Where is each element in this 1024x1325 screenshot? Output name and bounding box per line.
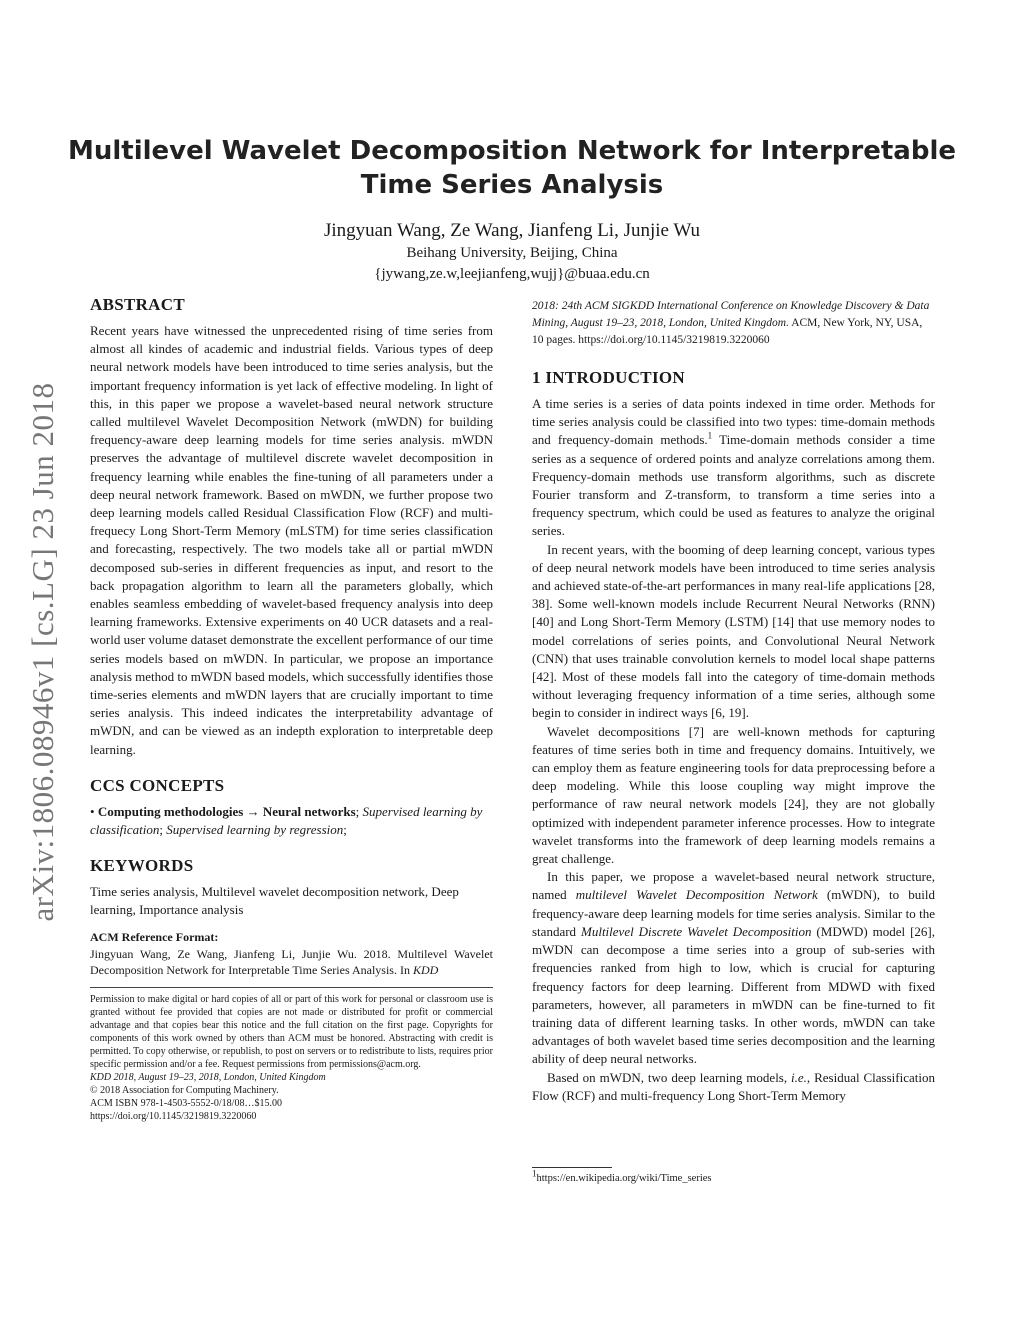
ccs-heading: CCS CONCEPTS: [90, 775, 225, 795]
ccs-concepts: • Computing methodologies → Neural networks; Supervised learning by classification; Supervised learning by regression;: [90, 803, 483, 838]
title-line-1: Multilevel Wavelet Decomposition Network for Interpretable: [67, 136, 957, 166]
introduction-heading: 1 INTRODUCTION: [532, 368, 685, 387]
footnote-ref[interactable]: 1: [707, 431, 713, 442]
authors: Jingyuan Wang, Ze Wang, Jianfeng Li, Junjie Wu: [323, 220, 701, 241]
arxiv-watermark: arXiv:1806.08946v1 [cs.LG] 23 Jun 2018: [25, 382, 60, 922]
isbn-line: ACM ISBN 978-1-4503-5552-0/18/08…$15.00: [90, 1097, 282, 1109]
keywords-heading: KEYWORDS: [90, 856, 194, 876]
paper-title: [60, 134, 964, 202]
abstract-heading: ABSTRACT: [90, 295, 185, 314]
ccs-concept-1: Supervised learning by classification: [90, 803, 483, 838]
acm-ref-continuation: 2018: 24th ACM SIGKDD International Conference on Knowledge Discovery & Data Mining, August 19–23, 2018, London, United Kingdom. ACM, New York, NY, USA, 10 pages. https://doi.org/10.1145/3219819.3220060: [532, 300, 930, 346]
intro-paragraph-5: Based on mWDN, two deep learning models, i.e., Residual Classification Flow (RCF) and multi-frequency Long Short-Term Memory: [532, 1069, 935, 1103]
ccs-bullet: •: [90, 803, 95, 819]
intro-paragraph-3: Wavelet decompositions [7] are well-known methods for capturing features of time series both in time and frequency domains. Intuitively, we can employ them as feature engineering tools for data preprocessing before a deep modeling. While this loose coupling way might improve the performance of raw neural network models [24], they are not globally optimized with independent parameter inference processes. How to integrate wavelet transforms into the framework of deep learning models remains a great challenge.: [532, 723, 935, 867]
doi-link[interactable]: https://doi.org/10.1145/3219819.3220060: [90, 1110, 257, 1122]
copyright-line: © 2018 Association for Computing Machinery.: [90, 1084, 279, 1096]
author-emails: {jywang,ze.w,leejianfeng,wujj}@buaa.edu.cn: [374, 266, 650, 282]
left-column: [90, 294, 493, 1123]
permission-text: Permission to make digital or hard copies of all or part of this work for personal or classroom use is granted without fee provided that copies are not made or distributed for profit or commercial advantage and that copies bear this notice and the full citation on the first page. Copyrights for components of this work owned by others than ACM must be honored. Abstracting with credit is permitted. To copy otherwise, or republish, to post on servers or to redistribute to lists, requires prior specific permission and/or a fee. Request permissions from permissions@acm.org.: [90, 993, 493, 1070]
footnote: [532, 1168, 712, 1186]
intro-paragraph-4: In this paper, we propose a wavelet-based neural network structure, named multilevel Wavelet Decomposition Network (mWDN), to build frequency-aware deep learning models for time series analysis. Similar to the standard Multilevel Discrete Wavelet Decomposition (MDWD) model [26], mWDN can decompose a time series into a group of sub-series with frequencies ranked from high to low, which is crucial for capturing frequency factors for deep learning. Different from MDWD with fixed parameters, however, all parameters in mWDN can be fine-turned to fit training data of different learning tasks. In other words, mWDN can take advantages of both wavelet based time series decomposition and the learning ability of deep neural networks.: [532, 869, 935, 1067]
footnote-mark: 1: [532, 1168, 537, 1179]
conference-line: KDD 2018, August 19–23, 2018, London, United Kingdom: [90, 1071, 326, 1083]
intro-paragraph-2: In recent years, with the booming of deep learning concept, various types of deep neural network models have been introduced to time series analysis and achieved state-of-the-art performances in many real-life applications [28, 38]. Some well-known models include Recurrent Neural Networks (RNN) [40] and Long Short-Term Memory (LSTM) [14] that use memory nodes to model correlations of series points, and Convolutional Neural Network (CNN) that uses trainable convolution kernels to model local shape patterns [42]. Most of these models fall into the category of time-domain methods without leveraging frequency information of a time series, although some begin to consider in indirect ways [6, 19].: [532, 541, 935, 721]
keywords-text: Time series analysis, Multilevel wavelet decomposition network, Deep learning, Importance analysis: [90, 884, 459, 918]
acm-ref-heading: ACM Reference Format:: [90, 929, 219, 944]
ccs-concept-2: Supervised learning by regression: [166, 822, 344, 838]
permission-block: [90, 987, 493, 1123]
ccs-primary: Computing methodologies → Neural networks: [97, 803, 356, 819]
title-line-2: Time Series Analysis: [360, 170, 664, 200]
affiliation: Beihang University, Beijing, China: [406, 245, 618, 261]
footnote-rule: [532, 1167, 612, 1168]
footnote-url[interactable]: https://en.wikipedia.org/wiki/Time_series: [536, 1173, 712, 1184]
abstract-text: Recent years have witnessed the unprecedented rising of time series from almost all kindes of academic and industrial fields. Various types of deep neural network models have been introduced to time series analysis, but the important frequency information is yet lack of effective modeling. In light of this, in this paper we propose a wavelet-based neural network structure called multilevel Wavelet Decomposition Network (mWDN) for building frequency-aware deep learning models for time series analysis. mWDN preserves the advantage of multilevel discrete wavelet decomposition in frequency learning while enables the fine-tuning of all parameters under a deep neural network framework. Based on mWDN, we further propose two deep learning models called Residual Classification Flow (RCF) and multi-frequecy Long Short-Term Memory (mLSTM) for time series classification and forecasting, respectively. The two models take all or partial mWDN decomposed sub-series in different frequencies as input, and resort to the back propagation algorithm to learn all the parameters globally, which enables seamless embedding of wavelet-based frequency analysis into deep learning frameworks. Extensive experiments on 40 UCR datasets and a real-world user volume dataset demonstrate the excellent performance of our time series models based on mWDN. In particular, we propose an importance analysis method to mWDN based models, which successfully identifies those time-series elements and mWDN layers that are crucially important to time series analysis. This indeed indicates the interpretability advantage of mWDN, and can be viewed as an indepth exploration to interpretable deep learning.: [90, 323, 493, 757]
intro-paragraph-1: A time series is a series of data points indexed in time order. Methods for time series analysis could be classified into two types: time-domain methods and frequency-domain methods.$^1$ Time-domain methods consider a time series as a sequence of ordered points and analyze correlations among them. Frequency-domain methods use transform algorithms, such as discrete Fourier transform and Z-transform, to transform a time series into a frequency spectrum, which could be used as features to analyze the original series.: [532, 396, 935, 539]
right-column: [532, 298, 935, 1105]
acm-ref-text: Jingyuan Wang, Ze Wang, Jianfeng Li, Junjie Wu. 2018. Multilevel Wavelet Decomposition Network for Interpretable Time Series Analysis. In KDD: [90, 946, 493, 978]
